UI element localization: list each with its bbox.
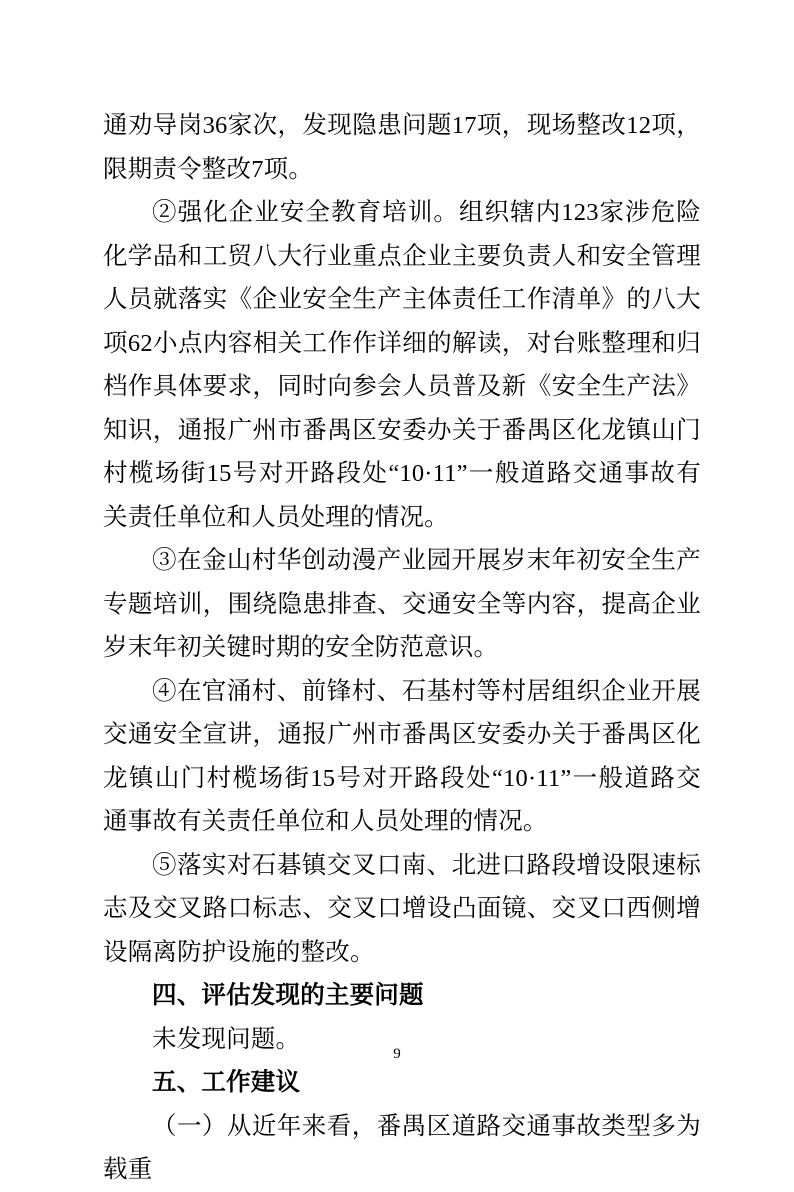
paragraph-item-2: ②强化企业安全教育培训。组织辖内123家涉危险化学品和工贸八大行业重点企业主要负责人和安全管理人员就落实《企业安全生产主体责任工作清单》的八大项62小点内容相关工作作详细的解读，对台账整理和归档作具体要求，同时向参会人员普及新《安全生产法》知识，通报广州市番禺区安委办关于番禺区化龙镇山门村榄场街15号对开路段处“10·11”一般道路交通事故有关责任单位和人员处理的情况。	[103, 199, 701, 531]
document-text-column	[103, 104, 701, 1192]
paragraph-suggestion-1: （一）从近年来看，番禺区道路交通事故类型多为载重	[103, 1112, 701, 1183]
paragraph-item-5: ⑤落实对石碁镇交叉口南、北进口路段增设限速标志及交叉路口标志、交叉口增设凸面镜、交叉口西侧增设隔离防护设施的整改。	[103, 851, 701, 966]
paragraph-item-3: ③在金山村华创动漫产业园开展岁末年初安全生产专题培训，围绕隐患排查、交通安全等内容，提高企业岁末年初关键时期的安全防范意识。	[103, 547, 701, 661]
paragraph-no-issues: 未发现问题。	[152, 1025, 301, 1053]
section-heading-five: 五、工作建议	[152, 1069, 301, 1096]
page-number: 9	[393, 1046, 401, 1062]
paragraph-item-4: ④在官涌村、前锋村、石基村等村居组织企业开展交通安全宣讲，通报广州市番禺区安委办关于番禺区化龙镇山门村榄场街15号对开路段处“10·11”一般道路交通事故有关责任单位和人员处理的情况。	[103, 677, 701, 835]
paragraph-continued: 通劝导岗36家次，发现隐患问题17项，现场整改12项，限期责令整改7项。	[103, 112, 701, 183]
section-heading-four: 四、评估发现的主要问题	[152, 982, 424, 1009]
